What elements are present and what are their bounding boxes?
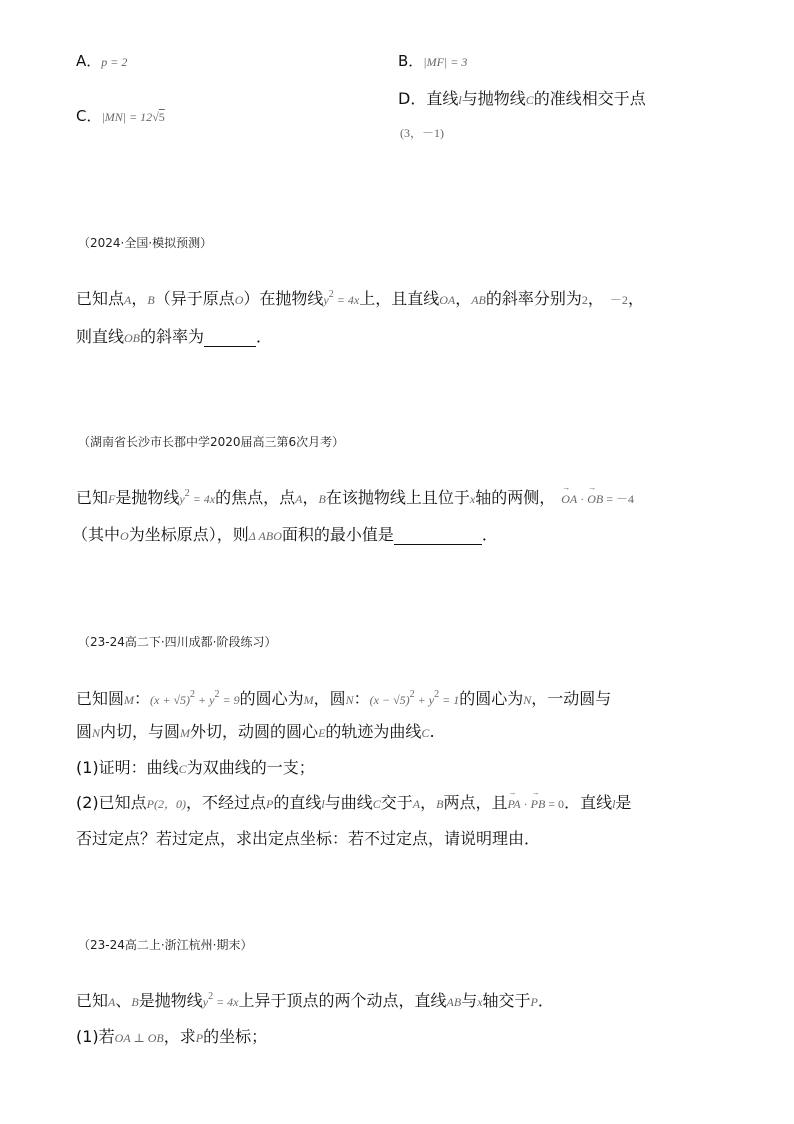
math-expr: (x + √5) [150, 693, 191, 707]
question-line [76, 485, 634, 508]
superscript: 2 [190, 689, 196, 700]
text: ，一动圆与 [531, 689, 612, 708]
math-expr: + y [414, 693, 435, 707]
math-expr: = 4x [333, 293, 360, 307]
text: ： [353, 689, 370, 708]
math-var: B [147, 293, 155, 307]
superscript: 2 [184, 488, 190, 499]
math-var: AB [471, 293, 486, 307]
text: ， [627, 289, 644, 308]
text: 已知 [76, 488, 109, 507]
math-var: OA [439, 293, 456, 307]
math-var: C [525, 93, 534, 107]
option-c [76, 105, 165, 126]
math-var: x [477, 995, 483, 1009]
text: 与曲线 [324, 793, 373, 812]
math-var: l [321, 797, 325, 811]
text: 已知 [76, 991, 109, 1010]
math-var: O [234, 293, 244, 307]
math-var: OB [124, 331, 141, 345]
question-line [76, 286, 644, 309]
text: 圆 [76, 722, 93, 741]
question-line [76, 988, 554, 1011]
superscript: 2 [214, 689, 220, 700]
math-expr: OA ⊥ OB [114, 1031, 164, 1045]
text: 上，且直线 [359, 289, 440, 308]
text: 直线 [426, 89, 459, 108]
math-op: · [577, 492, 588, 506]
superscript: 2 [434, 689, 440, 700]
text: 已知圆 [76, 689, 125, 708]
text: ． [481, 525, 498, 544]
math-var: P [266, 797, 274, 811]
text: 是抛物线 [115, 488, 180, 507]
text: ， [131, 289, 148, 308]
math-expr: |MN| = 12 [101, 110, 153, 124]
option-letter: A． [76, 52, 102, 70]
text: 的准线相交于点 [533, 89, 646, 108]
math-var: M [124, 693, 135, 707]
text: ： [134, 689, 151, 708]
text: ， [420, 793, 437, 812]
text: 是抛物线 [138, 991, 203, 1010]
math-var: AB [446, 995, 462, 1009]
vector: → OA [561, 492, 577, 507]
math-expr: |MF| = 3 [423, 55, 468, 69]
text: 已知点 [76, 289, 125, 308]
text: ，不经过点 [186, 793, 267, 812]
option-b [398, 50, 467, 71]
math-var: M [180, 726, 191, 740]
math-var: C [421, 726, 430, 740]
text: （异于原点 [154, 289, 235, 308]
math-num: 2 [581, 293, 588, 307]
text: 交于 [380, 793, 413, 812]
text: 为坐标原点），则 [128, 525, 249, 544]
math-var: A [124, 293, 132, 307]
text: 的焦点，点 [215, 488, 296, 507]
question-line [76, 686, 611, 709]
math-var: P [530, 995, 538, 1009]
superscript: 2 [409, 689, 415, 700]
text: 的斜率分别为 [485, 289, 582, 308]
math-var: y [179, 492, 185, 506]
math-var: E [318, 726, 326, 740]
math-expr: = －4 [603, 492, 634, 506]
math-expr: (x − √5) [369, 693, 410, 707]
math-var: O [120, 529, 129, 543]
vector: → OB [587, 492, 603, 507]
text: (2)已知点 [76, 793, 147, 812]
option-letter: B． [398, 52, 424, 70]
math-var: N [92, 726, 101, 740]
text: 的轨迹为曲线 [325, 722, 422, 741]
text: . [429, 722, 435, 741]
text: 内切，与圆 [100, 722, 181, 741]
question-source: （23-24高二上·浙江杭州·期末） [78, 938, 253, 952]
text: 上异于顶点的两个动点，直线 [238, 991, 447, 1010]
text: (1)证明：曲线 [76, 758, 179, 777]
text: (1)若 [76, 1027, 115, 1046]
radicand: 5 [158, 110, 165, 124]
option-d [398, 86, 646, 109]
text: 与抛物线 [461, 89, 526, 108]
answer-blank[interactable] [204, 327, 256, 347]
text: 的坐标； [203, 1027, 268, 1046]
vector: → PA [507, 797, 520, 812]
math-var: C [178, 762, 187, 776]
question-line [72, 522, 498, 545]
text: 的圆心为 [459, 689, 524, 708]
text: ． [537, 991, 554, 1010]
option-letter: C． [76, 107, 102, 125]
math-expr: Δ ABO [248, 529, 282, 543]
math-expr: = 1 [439, 693, 460, 707]
text: 的圆心为 [239, 689, 304, 708]
text: （其中 [72, 525, 121, 544]
math-var: x [469, 492, 476, 506]
text: 、 [115, 991, 132, 1010]
question-source: （23-24高二下·四川成都·阶段练习） [78, 635, 277, 649]
text: ， [302, 488, 319, 507]
math-expr: = 9 [219, 693, 240, 707]
question-source: （湖南省长沙市长郡中学2020届高三第6次月考） [78, 435, 345, 449]
text: ，求 [163, 1027, 196, 1046]
option-d-point: (3，－1) [400, 126, 444, 140]
text: 轴的两侧， [475, 488, 556, 507]
math-var: F [108, 492, 116, 506]
text: 否过定点？若过定点，求出定点坐标：若不过定点，请说明理由． [76, 829, 541, 848]
math-var: A [295, 492, 303, 506]
sqrt-icon: √ [152, 110, 159, 124]
question-line [76, 719, 435, 742]
math-var: y [323, 293, 329, 307]
superscript: 2 [208, 991, 214, 1002]
text: 在该抛物线上且位于 [325, 488, 470, 507]
option-letter: D． [398, 89, 427, 108]
answer-blank[interactable] [394, 525, 482, 545]
question-line [76, 755, 315, 778]
math-expr: + y [195, 693, 215, 707]
text: ，圆 [313, 689, 346, 708]
text: 面积的最小值是 [281, 525, 394, 544]
text: 为双曲线的一支； [186, 758, 315, 777]
math-var: M [303, 693, 314, 707]
question-line [76, 790, 631, 813]
text: ， [587, 289, 604, 308]
math-expr: = 4x [189, 492, 216, 506]
math-expr: = 0 [545, 797, 565, 811]
text: 外切，动圆的圆心 [190, 722, 319, 741]
text: 两点，且 [443, 793, 508, 812]
math-var: l [458, 93, 462, 107]
math-var: B [436, 797, 444, 811]
question-line [76, 1024, 267, 1047]
math-expr: = 4x [213, 995, 239, 1009]
math-expr: p = 2 [101, 55, 128, 69]
math-var: l [612, 797, 616, 811]
math-var: B [131, 995, 139, 1009]
math-var: A [108, 995, 116, 1009]
superscript: 2 [328, 289, 334, 300]
text: ）在抛物线 [243, 289, 324, 308]
text: ， [455, 289, 472, 308]
text: ．直线 [564, 793, 613, 812]
text: 与 [461, 991, 478, 1010]
math-var: y [202, 995, 209, 1009]
text: 的直线 [273, 793, 322, 812]
question-line [76, 324, 272, 347]
math-var: N [345, 693, 354, 707]
math-op: · [520, 797, 531, 811]
text: ． [256, 327, 273, 346]
question-line [76, 826, 540, 849]
question-source: （2024·全国·模拟预测） [78, 236, 213, 250]
math-var: N [523, 693, 532, 707]
math-var: B [318, 492, 326, 506]
math-expr: P(2，0) [146, 797, 186, 811]
text: 的斜率为 [140, 327, 205, 346]
text: 则直线 [76, 327, 125, 346]
text: 是 [615, 793, 632, 812]
text: 轴交于 [482, 991, 531, 1010]
math-var: A [412, 797, 421, 811]
vector: → PB [531, 797, 546, 812]
option-a [76, 50, 127, 71]
math-var: P [195, 1031, 204, 1045]
math-var: C [372, 797, 381, 811]
math-num: －2 [609, 293, 628, 307]
